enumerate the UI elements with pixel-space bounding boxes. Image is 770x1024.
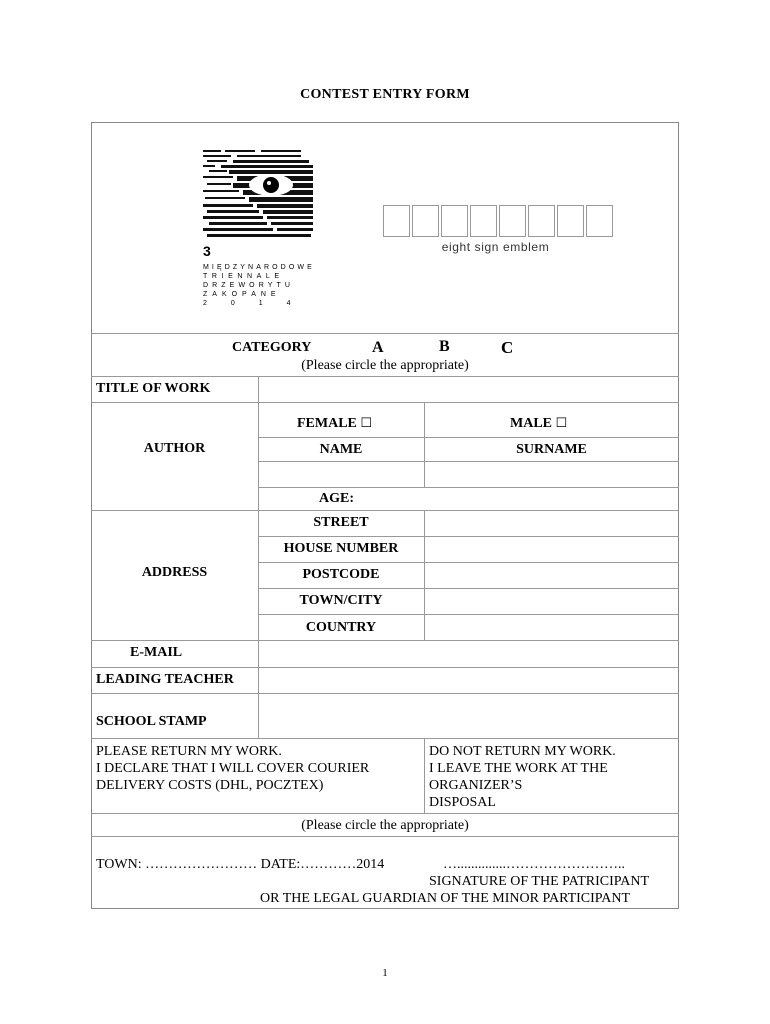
logo-text xyxy=(203,263,315,308)
name-label: NAME xyxy=(319,442,363,457)
female-checkbox[interactable] xyxy=(297,416,372,432)
category-hint: (Please circle the appropriate) xyxy=(301,358,469,373)
address-label: ADDRESS xyxy=(141,565,208,580)
signature-caption: SIGNATURE OF THE PATRICIPANT xyxy=(429,874,650,889)
school-stamp-field[interactable] xyxy=(259,694,678,737)
emblem-box[interactable] xyxy=(383,205,410,237)
guardian-caption: OR THE LEGAL GUARDIAN OF THE MINOR PARTICIPANT xyxy=(260,891,631,906)
leading-teacher-label: LEADING TEACHER xyxy=(96,672,234,687)
logo-line: ZAKOPANE xyxy=(203,291,281,298)
option-line: DISPOSAL xyxy=(429,795,496,810)
form-title: CONTEST ENTRY FORM xyxy=(300,87,470,102)
emblem-box[interactable] xyxy=(586,205,613,237)
school-stamp-label: SCHOOL STAMP xyxy=(96,714,207,729)
page-number: 1 xyxy=(382,967,388,979)
male-label: MALE xyxy=(510,416,552,431)
town-date-line[interactable]: TOWN: …………………… DATE:…………2014 xyxy=(96,857,385,872)
divider xyxy=(91,402,679,403)
divider xyxy=(258,487,679,488)
surname-label: SURNAME xyxy=(516,442,587,457)
option-line: PLEASE RETURN MY WORK. xyxy=(96,744,282,759)
logo-line: DRZEWORYTU xyxy=(203,282,295,289)
emblem-box[interactable] xyxy=(557,205,584,237)
option-line: ORGANIZER’S xyxy=(429,778,523,793)
do-not-return-option[interactable] xyxy=(429,743,616,811)
logo-line: TRIENNALE xyxy=(203,273,284,280)
emblem-box[interactable] xyxy=(499,205,526,237)
divider xyxy=(91,813,679,814)
category-option-c[interactable]: C xyxy=(501,338,514,357)
street-label: STREET xyxy=(313,515,369,530)
option-line: DELIVERY COSTS (DHL, POCZTEX) xyxy=(96,778,324,793)
email-label: E-MAIL xyxy=(130,645,183,660)
age-label: AGE: xyxy=(319,491,354,506)
divider xyxy=(91,333,679,334)
house-number-label: HOUSE NUMBER xyxy=(283,541,399,556)
emblem-box[interactable] xyxy=(412,205,439,237)
option-line: I DECLARE THAT I WILL COVER COURIER xyxy=(96,761,370,776)
address-fields[interactable] xyxy=(425,511,678,639)
title-of-work-field[interactable] xyxy=(259,377,678,401)
town-city-label: TOWN/CITY xyxy=(299,593,383,608)
emblem-boxes[interactable] xyxy=(383,205,613,237)
return-hint: (Please circle the appropriate) xyxy=(301,818,469,833)
country-label: COUNTRY xyxy=(305,620,377,635)
signature-line[interactable]: …..............…………………….. xyxy=(443,857,625,872)
category-label: CATEGORY xyxy=(232,340,312,355)
logo-line: MIĘDZYNARODOWE xyxy=(203,264,315,271)
male-checkbox[interactable] xyxy=(510,416,567,432)
divider xyxy=(91,738,679,739)
title-of-work-label: TITLE OF WORK xyxy=(96,381,211,396)
triennale-logo xyxy=(203,148,315,240)
leading-teacher-field[interactable] xyxy=(259,668,678,692)
logo-number: 3 xyxy=(203,243,211,259)
emblem-box[interactable] xyxy=(470,205,497,237)
option-line: I LEAVE THE WORK AT THE xyxy=(429,761,608,776)
option-line: DO NOT RETURN MY WORK. xyxy=(429,744,616,759)
divider xyxy=(91,836,679,837)
surname-field[interactable] xyxy=(425,462,678,486)
emblem-box[interactable] xyxy=(441,205,468,237)
logo-line: 2014 xyxy=(203,300,315,307)
category-option-a[interactable]: A xyxy=(372,339,384,356)
checkbox-icon: ☐ xyxy=(555,416,568,431)
author-label: AUTHOR xyxy=(143,441,206,456)
divider xyxy=(258,437,679,438)
divider xyxy=(424,738,425,813)
emblem-box[interactable] xyxy=(528,205,555,237)
checkbox-icon: ☐ xyxy=(360,416,373,431)
emblem-label: eight sign emblem xyxy=(441,240,550,254)
email-field[interactable] xyxy=(259,641,678,666)
category-option-b[interactable]: B xyxy=(439,338,450,355)
name-field[interactable] xyxy=(259,462,423,486)
return-work-option[interactable] xyxy=(96,743,369,794)
female-label: FEMALE xyxy=(297,416,357,431)
postcode-label: POSTCODE xyxy=(302,567,380,582)
